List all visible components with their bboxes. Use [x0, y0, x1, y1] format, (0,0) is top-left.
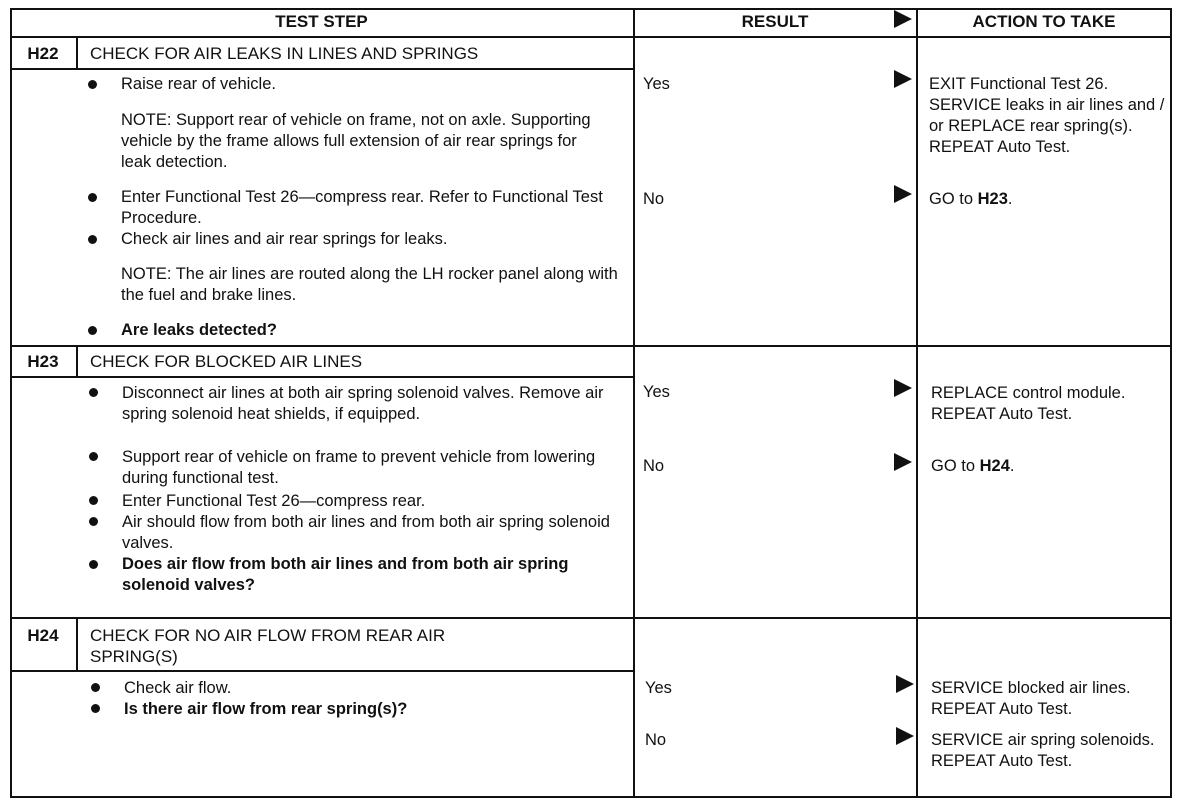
h24-action-no: SERVICE air spring solenoids. REPEAT Auto Test.: [931, 731, 1155, 770]
header-arrow-icon: [894, 10, 912, 28]
h22-note-1: NOTE: Support rear of vehicle on frame, not on axle. Supporting vehicle by the frame allows full extension of air rear springs for leak detection.: [121, 111, 591, 171]
h22-title-underline: [10, 68, 633, 70]
bullet-icon: [89, 388, 98, 397]
h24-question: Is there air flow from rear spring(s)?: [124, 700, 408, 718]
h22-action-yes: EXIT Functional Test 26. SERVICE leaks in air lines and / or REPLACE rear spring(s). REPEAT Auto Test.: [929, 75, 1165, 156]
h24-result-yes: Yes: [645, 679, 672, 697]
step-title-h22: CHECK FOR AIR LEAKS IN LINES AND SPRINGS: [90, 44, 479, 63]
h23-result-no: No: [643, 457, 665, 475]
h22-result-yes: Yes: [643, 75, 670, 93]
arrow-right-icon: [896, 675, 914, 693]
h23-result-yes: Yes: [643, 383, 670, 401]
step-code-h23: H23: [27, 352, 59, 371]
h22-item-3: Check air lines and air rear springs for leaks.: [121, 230, 448, 248]
bullet-icon: [91, 704, 100, 713]
step-code-h22: H22: [27, 44, 59, 63]
bullet-icon: [88, 80, 97, 89]
h24-title-underline: [10, 670, 633, 672]
header-test-step: TEST STEP: [275, 12, 368, 31]
arrow-right-icon: [894, 185, 912, 203]
header-result: RESULT: [741, 12, 809, 31]
h22-code-divider: [76, 36, 78, 69]
h23-code-divider: [76, 345, 78, 377]
h23-h24-divider: [10, 617, 1171, 619]
h22-item-2: Enter Functional Test 26—compress rear. Refer to Functional Test Procedure.: [121, 188, 603, 227]
bullet-icon: [89, 517, 98, 526]
h23-question: Does air flow from both air lines and from both air spring solenoid valves?: [122, 555, 569, 594]
h24-item-1: Check air flow.: [124, 679, 232, 697]
bullet-icon: [89, 560, 98, 569]
h23-item-2: Support rear of vehicle on frame to prevent vehicle from lowering during functional test.: [122, 448, 596, 487]
h22-item-1: Raise rear of vehicle.: [121, 75, 276, 93]
h22-h23-divider: [10, 345, 1171, 347]
arrow-right-icon: [896, 727, 914, 745]
h22-note-2: NOTE: The air lines are routed along the LH rocker panel along with the fuel and brake lines.: [121, 265, 618, 304]
h24-code-divider: [76, 617, 78, 671]
table-border-right: [1170, 8, 1172, 798]
h23-item-1: Disconnect air lines at both air spring solenoid valves. Remove air spring solenoid heat shields, if equipped.: [122, 384, 604, 423]
header-action: ACTION TO TAKE: [972, 12, 1116, 31]
arrow-right-icon: [894, 453, 912, 471]
h23-action-no: GO to H24.: [931, 457, 1015, 475]
h22-question: Are leaks detected?: [121, 321, 277, 339]
table-border-left: [10, 8, 12, 798]
column-divider-result-action: [916, 8, 918, 798]
bullet-icon: [89, 496, 98, 505]
bullet-icon: [88, 326, 97, 335]
arrow-right-icon: [894, 70, 912, 88]
h22-action-no: GO to H23.: [929, 190, 1013, 208]
bullet-icon: [88, 193, 97, 202]
table-border-bottom: [10, 796, 1171, 798]
h24-result-no: No: [645, 731, 667, 749]
h24-action-yes: SERVICE blocked air lines. REPEAT Auto Test.: [931, 679, 1131, 718]
step-title-h24: CHECK FOR NO AIR FLOW FROM REAR AIR SPRING(S): [90, 626, 446, 666]
h23-item-4: Air should flow from both air lines and from both air spring solenoid valves.: [122, 513, 610, 552]
bullet-icon: [91, 683, 100, 692]
table-border-top: [10, 8, 1171, 10]
h23-title-underline: [10, 376, 633, 378]
h22-result-no: No: [643, 190, 665, 208]
column-divider-step-result: [633, 8, 635, 798]
bullet-icon: [89, 452, 98, 461]
h23-action-yes: REPLACE control module. REPEAT Auto Test.: [931, 384, 1126, 423]
header-divider: [10, 36, 1171, 38]
bullet-icon: [88, 235, 97, 244]
step-title-h23: CHECK FOR BLOCKED AIR LINES: [90, 352, 363, 371]
h23-item-3: Enter Functional Test 26—compress rear.: [122, 492, 426, 510]
step-code-h24: H24: [27, 626, 59, 645]
arrow-right-icon: [894, 379, 912, 397]
